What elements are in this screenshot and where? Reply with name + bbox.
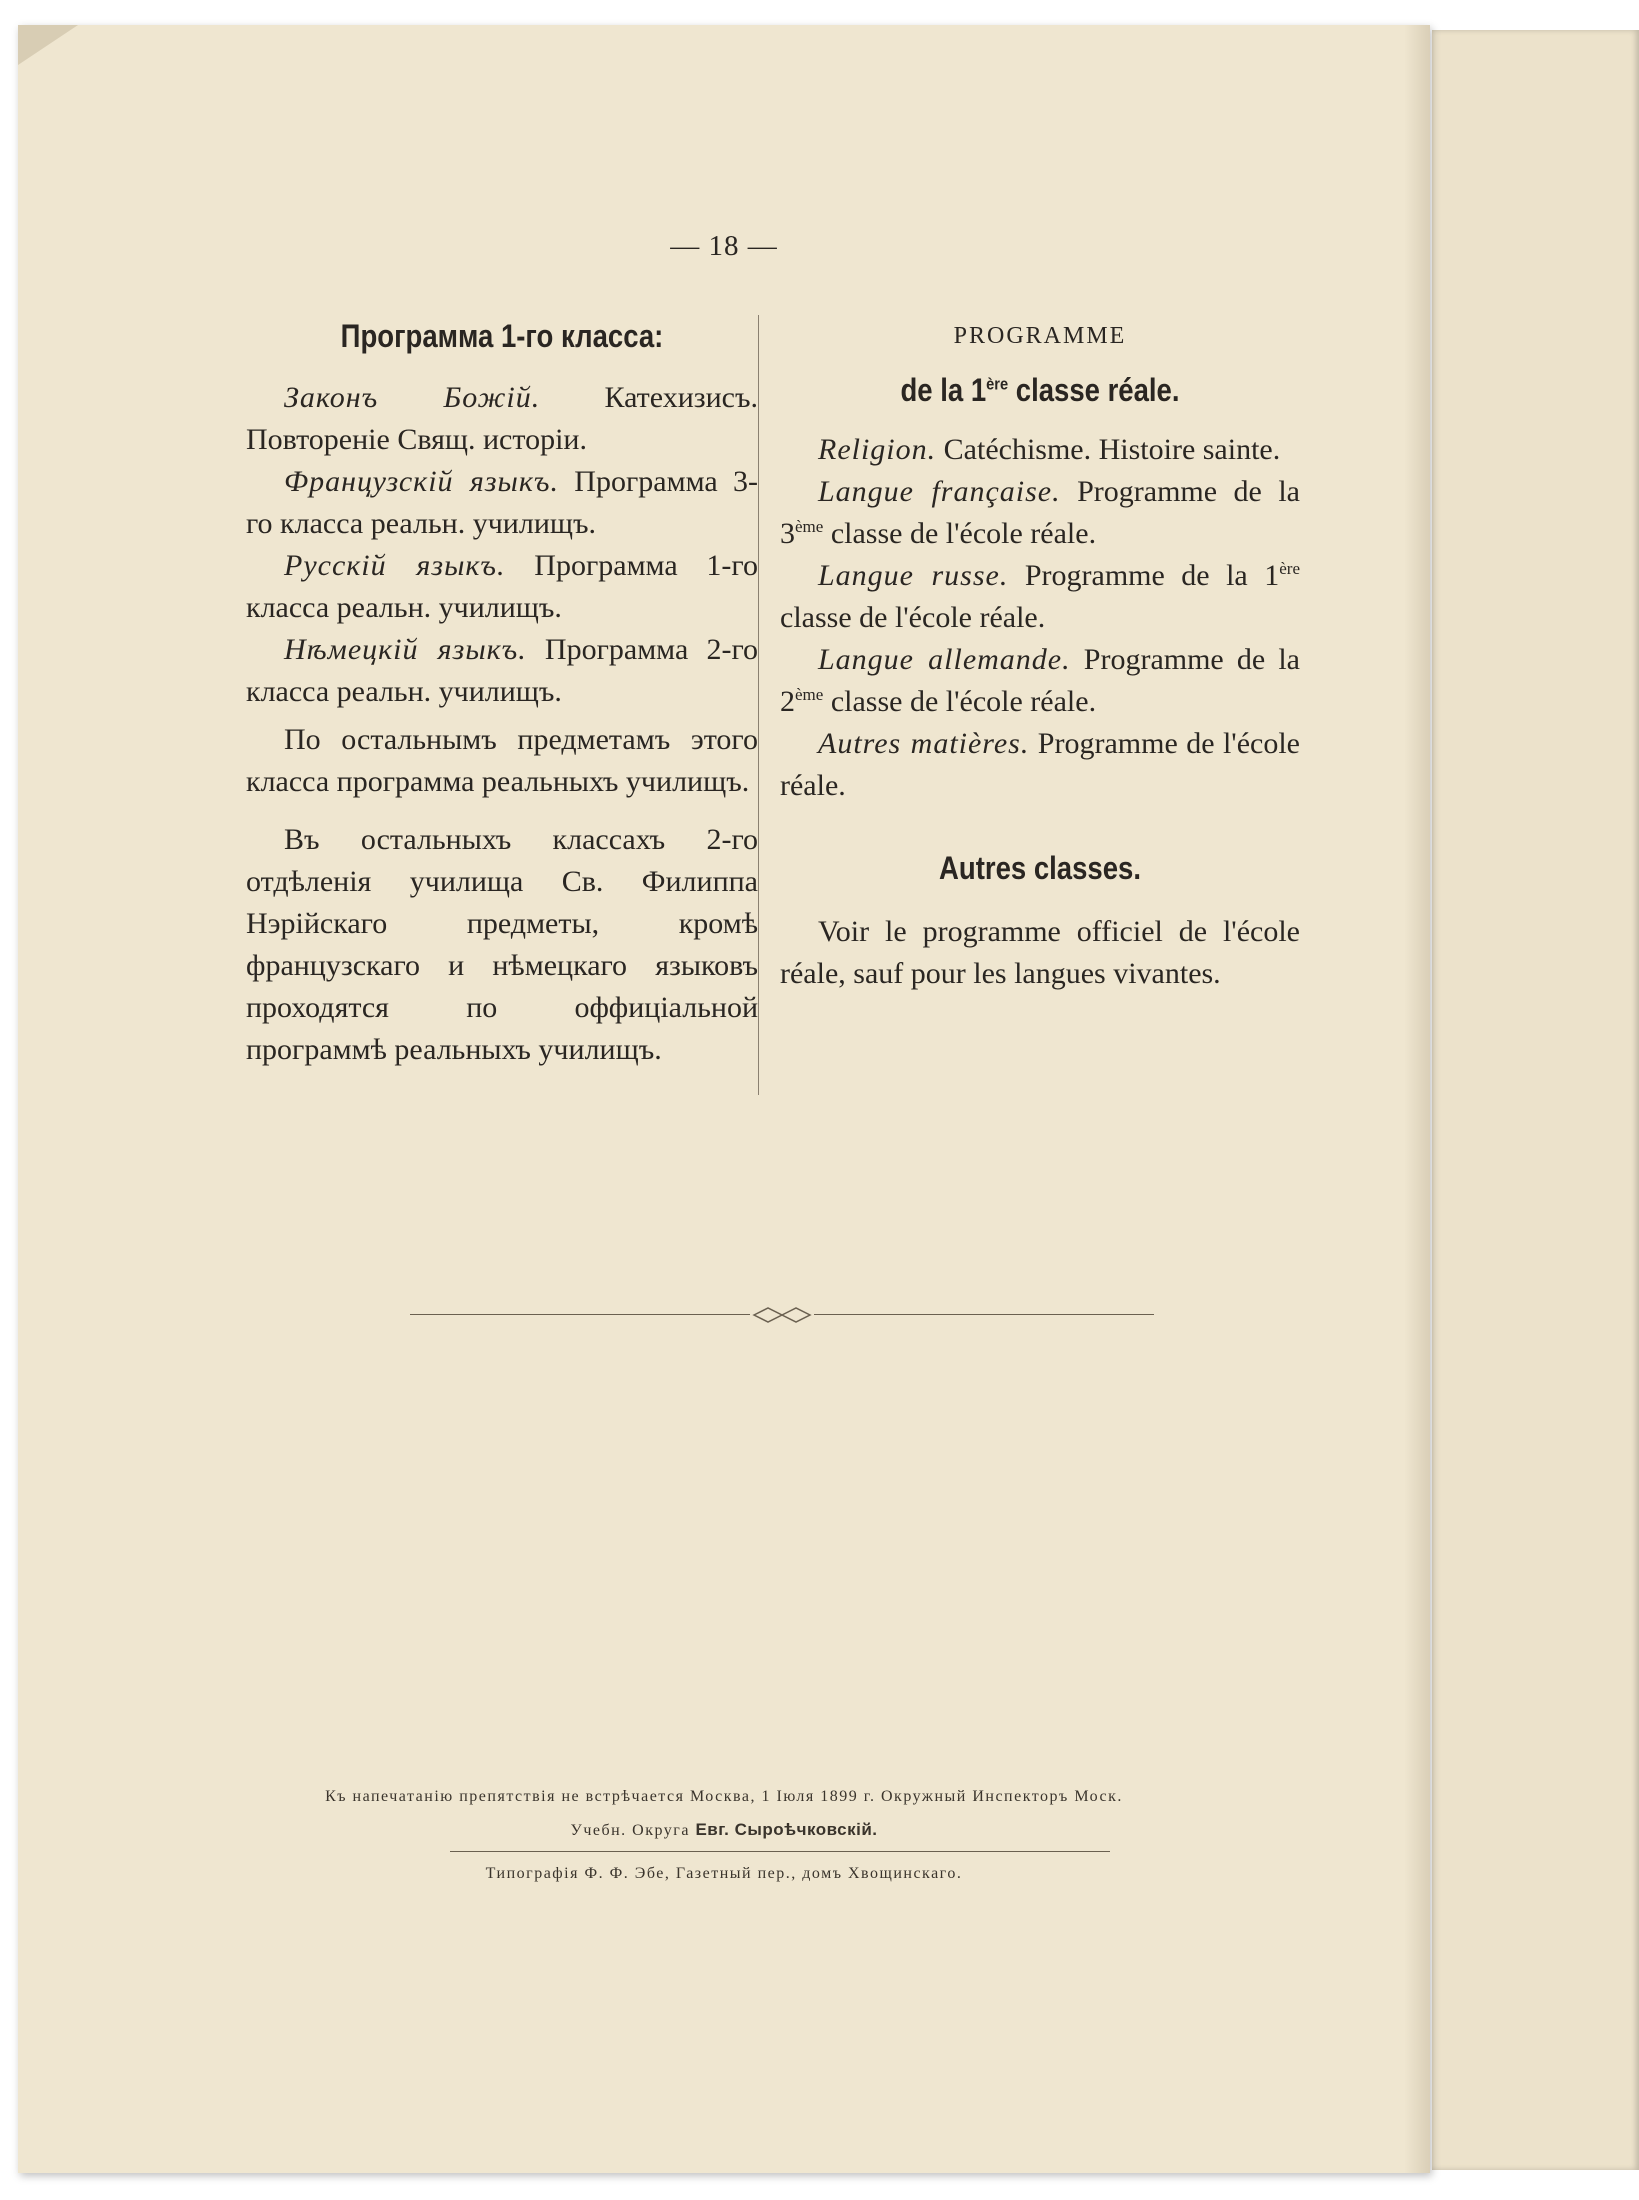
footer-rule <box>450 1851 1110 1852</box>
french-paragraph <box>780 429 1300 471</box>
russian-paragraph <box>246 461 758 545</box>
subject-text: Программа 1-го класса реальн. училищъ. <box>246 549 758 624</box>
russian-heading: Программа 1-го класса: <box>340 318 664 354</box>
inspector-signature: Евг. Сыроѣчковскій. <box>695 1820 878 1839</box>
french-paragraph: Langue française. Programme de la 3ème classe de l'école réale. <box>780 475 1301 550</box>
subject-name: Русскій языкъ. <box>284 549 506 582</box>
french-paragraph: Langue allemande. Programme de la 2ème classe de l'école réale. <box>780 643 1301 718</box>
russian-column <box>246 315 758 1071</box>
document-page <box>18 25 1430 2173</box>
russian-paragraph <box>246 377 758 461</box>
subject-name: Langue russe. <box>818 559 1009 592</box>
censorship-note: Къ напечатанію препятствія не встрѣчается Москва, 1 Іюля 1899 г. Окружный Инспекторъ Моск. <box>325 1788 1123 1805</box>
russian-paragraph <box>246 545 758 629</box>
page-corner-fold <box>18 25 78 65</box>
column-divider <box>758 315 759 1095</box>
subject-name: Autres matières. <box>818 727 1030 760</box>
section-ornament <box>410 1305 1154 1325</box>
subject-name: Законъ Божій. <box>284 381 541 414</box>
adjacent-page <box>1432 30 1639 2170</box>
censorship-note-line2: Учебн. Округа Евг. Сыроѣчковскій. <box>570 1820 878 1839</box>
subject-name: Langue allemande. <box>818 643 1071 676</box>
russian-paragraph: По остальнымъ предметамъ этого класса программа реальныхъ училищъ. <box>246 723 758 798</box>
programme-label: PROGRAMME <box>953 323 1127 349</box>
french-heading: de la 1ère classe réale. <box>900 372 1180 408</box>
subject-name: Нѣмецкій языкъ. <box>284 633 527 666</box>
subject-name: Langue française. <box>818 475 1061 508</box>
russian-paragraph <box>246 629 758 713</box>
subject-text: Programme de l'école réale. <box>780 727 1300 802</box>
french-paragraph: Voir le programme officiel de l'école réale, sauf pour les langues vivantes. <box>780 915 1300 990</box>
french-heading-other-classes: Autres classes. <box>939 850 1141 886</box>
printer-imprint: Типографія Ф. Ф. Эбе, Газетный пер., домъ Хвощинскаго. <box>485 1865 963 1882</box>
subject-name: Religion. <box>818 433 937 466</box>
russian-paragraph: Въ остальныхъ классахъ 2-го отдѣленія училища Св. Филиппа Нэрійскаго предметы, кромѣ французскаго и нѣмецкаго языковъ проходятся по оффиціальной программѣ реальныхъ училищъ. <box>246 823 758 1066</box>
page-number: — 18 — <box>670 230 778 262</box>
french-paragraph <box>780 723 1300 807</box>
subject-text: Catéchisme. Histoire sainte. <box>936 433 1281 466</box>
french-column <box>780 315 1300 995</box>
subject-text: Программа 3-го класса реальн. училищъ. <box>246 465 758 540</box>
subject-text: Катехизисъ. Повтореніе Свящ. исторіи. <box>246 381 758 456</box>
subject-text: Программа 2-го класса реальн. училищъ. <box>246 633 758 708</box>
french-paragraph: Langue russe. Programme de la 1ère classe de l'école réale. <box>780 559 1301 634</box>
subject-name: Французскій языкъ. <box>284 465 559 498</box>
